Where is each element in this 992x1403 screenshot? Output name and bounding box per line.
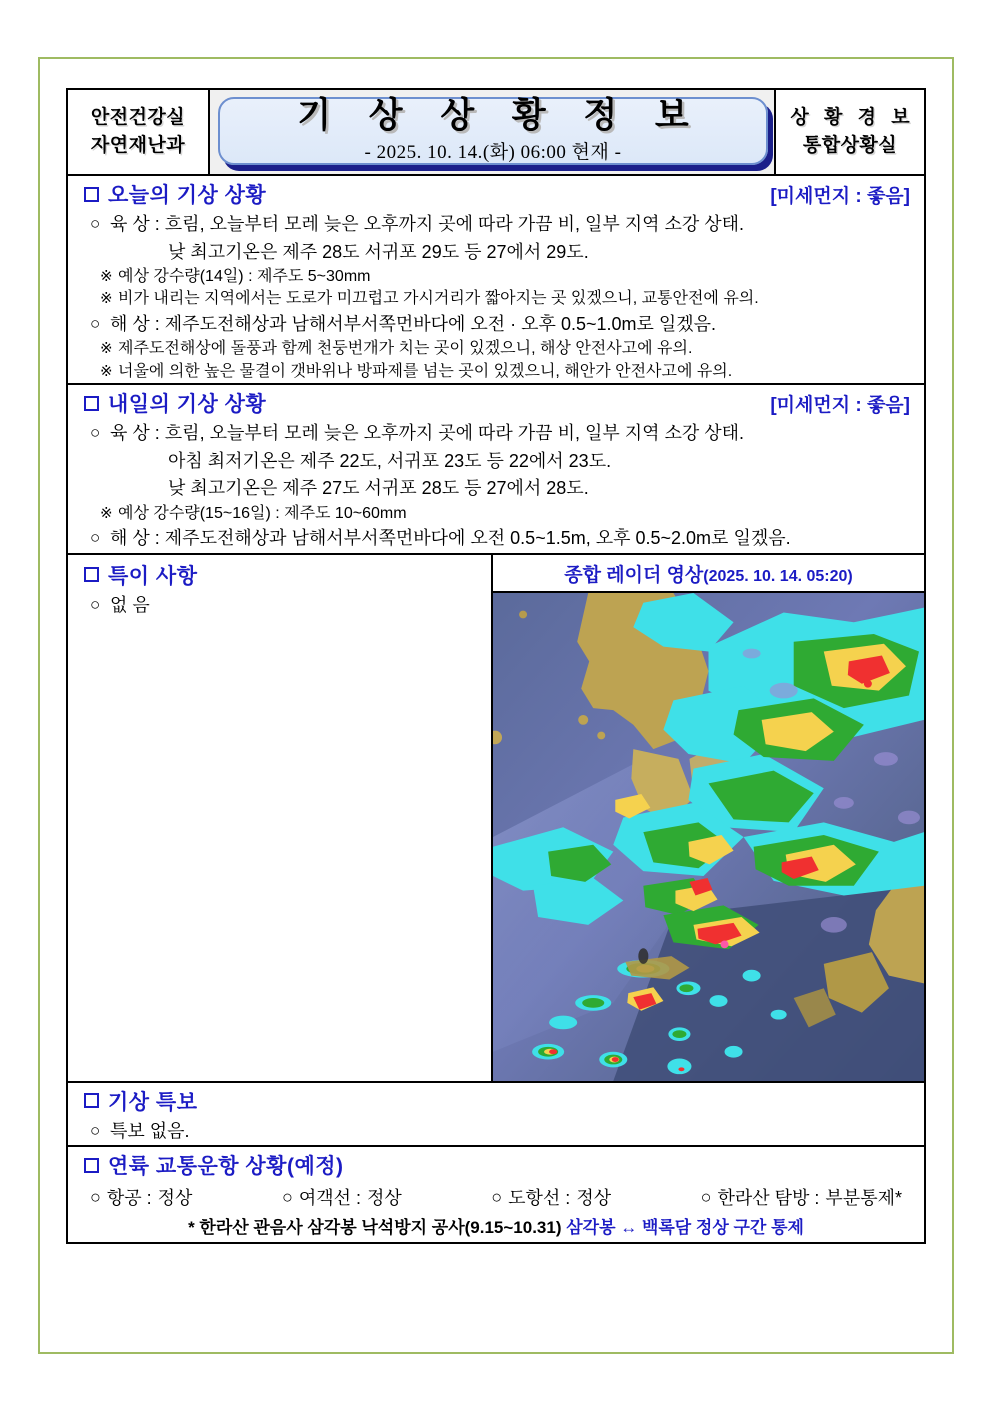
page-subtitle-timestamp: - 2025. 10. 14.(화) 06:00 현재 - (364, 142, 622, 164)
circle-bullet-icon: ○ (90, 528, 101, 548)
section-special-and-radar (68, 555, 924, 1083)
section-transport-status (68, 1147, 924, 1242)
today-land-row (68, 211, 924, 239)
tomorrow-land-line-1: 흐림, 오늘부터 모레 늦은 오후까지 곳에 따라 가끔 비, 일부 지역 소강 상태. (164, 423, 745, 444)
star-bullet-icon: ※ (100, 362, 113, 380)
section-header-special (68, 557, 491, 592)
section-title-alerts-label: 기상 특보 (108, 1090, 198, 1114)
transport-footnote-highlight: 삼각봉 ↔ 백록담 정상 구간 통제 (566, 1218, 804, 1238)
transport-item-island-boat-value: 정상 (576, 1188, 612, 1209)
tomorrow-land-line-2: 아침 최저기온은 제주 22도, 서귀포 23도 등 22에서 23도. (168, 450, 612, 471)
today-land-line-1: 흐림, 오늘부터 모레 늦은 오후까지 곳에 따라 가끔 비, 일부 지역 소강 상태. (164, 214, 745, 234)
transport-item-hallasan-value: 부분통제* (825, 1188, 902, 1209)
circle-bullet-icon: ○ (90, 313, 101, 333)
checkbox-icon (84, 396, 99, 411)
transport-status-row (68, 1182, 924, 1211)
department-line-2: 자연재난과 (90, 135, 186, 156)
header-title-area (210, 88, 774, 176)
today-note-2: 비가 내리는 지역에서는 도로가 미끄럽고 가시거리가 짧아지는 곳 있겠으니, 교통안전에 유의. (118, 290, 759, 308)
circle-bullet-icon: ○ (90, 214, 101, 233)
section-today-weather (68, 176, 924, 385)
section-weather-alerts (68, 1083, 924, 1148)
today-land-label: 육 상 : (110, 214, 160, 234)
today-note-3: 제주도전해상에 돌풍과 함께 천둥번개가 치는 곳이 있겠으니, 해상 안전사고에 유의. (118, 340, 693, 358)
tomorrow-sea-line: 제주도전해상과 남해서부서쪽먼바다에 오전 0.5~1.5m, 오후 0.5~2.0m로 일겠음. (164, 528, 791, 549)
section-title-today (84, 179, 266, 209)
checkbox-icon (84, 187, 99, 202)
today-note-row-2 (68, 288, 924, 310)
circle-bullet-icon: ○ (90, 1186, 101, 1207)
section-title-alerts (84, 1086, 197, 1116)
tomorrow-land-text (110, 421, 914, 447)
tomorrow-sea-text (110, 526, 914, 552)
circle-bullet-icon: ○ (700, 1186, 712, 1207)
radar-composite-image (493, 593, 924, 1081)
today-sea-row (68, 311, 924, 339)
star-bullet-icon: ※ (100, 268, 113, 286)
tomorrow-sea-label: 해 상 : (110, 528, 160, 549)
star-bullet-icon: ※ (100, 290, 113, 308)
today-land-line-2: 낮 최고기온은 제주 28도 서귀포 29도 등 27에서 29도. (168, 241, 589, 262)
tomorrow-land-line-3: 낮 최고기온은 제주 27도 서귀포 28도 등 27에서 28도. (168, 478, 589, 499)
section-title-tomorrow (84, 388, 266, 418)
special-item-1: 없 음 (110, 594, 150, 615)
transport-item-island-boat (491, 1184, 611, 1210)
section-header-tomorrow (68, 385, 924, 420)
circle-bullet-icon: ○ (90, 423, 101, 443)
radar-caption-main: 종합 레이더 영상 (564, 564, 704, 586)
tomorrow-land-row-2 (68, 448, 924, 476)
checkbox-icon (84, 1158, 99, 1173)
tomorrow-sea-row (68, 525, 924, 553)
transport-item-air-value: 정상 (157, 1188, 193, 1209)
today-note-row-4 (68, 361, 924, 383)
today-note-row-3 (68, 338, 924, 360)
section-header-alerts (68, 1083, 924, 1118)
radar-panel (493, 555, 924, 1081)
transport-item-air-label: 항공 : (106, 1188, 152, 1209)
today-sea-label: 해 상 : (110, 313, 160, 334)
situation-room-line-2: 통합상황실 (802, 135, 898, 156)
report-body (66, 176, 926, 1244)
radar-caption (493, 555, 924, 593)
section-title-special-label: 특이 사항 (108, 564, 198, 588)
section-header-transport (68, 1147, 924, 1182)
circle-bullet-icon: ○ (281, 1186, 293, 1207)
header-department-box (66, 88, 210, 176)
transport-item-hallasan (701, 1184, 902, 1210)
transport-item-island-boat-label: 도항선 : (508, 1188, 571, 1209)
transport-item-hallasan-label: 한라산 탐방 : (717, 1188, 820, 1209)
today-note-4: 너울에 의한 높은 물결이 갯바위나 방파제를 넘는 곳이 있겠으니, 해안가 안전사고에 유의. (118, 362, 733, 380)
section-title-transport (84, 1150, 344, 1180)
situation-room-line-1: 상 황 경 보 (790, 107, 915, 129)
checkbox-icon (84, 567, 99, 582)
today-land-text (110, 212, 914, 238)
today-sea-text (110, 312, 914, 338)
today-note-row-1 (68, 266, 924, 288)
section-title-tomorrow-label: 내일의 기상 상황 (108, 393, 267, 417)
circle-bullet-icon: ○ (491, 1186, 503, 1207)
circle-bullet-icon: ○ (90, 594, 101, 614)
section-title-special (84, 560, 197, 590)
title-plate (218, 97, 768, 165)
today-land-row-2 (68, 239, 924, 267)
status-badge-dust-today: [미세먼지 : 좋음] (770, 185, 910, 207)
today-note-1: 예상 강수량(14일) : 제주도 5~30mm (118, 268, 371, 286)
transport-item-ferry-value: 정상 (366, 1188, 402, 1209)
alerts-item-1: 특보 없음. (110, 1120, 190, 1141)
special-item-row (68, 592, 491, 620)
radar-caption-time: (2025. 10. 14. 05:20) (703, 567, 853, 585)
radar-image-svg (493, 593, 924, 1081)
tomorrow-land-label: 육 상 : (110, 423, 160, 444)
transport-footnote (68, 1211, 924, 1242)
star-bullet-icon: ※ (100, 340, 113, 358)
department-line-1: 안전건강실 (90, 107, 186, 129)
tomorrow-note-1: 예상 강수량(15~16일) : 제주도 10~60mm (118, 504, 407, 522)
tomorrow-note-row-1 (68, 503, 924, 525)
tomorrow-land-row-3 (68, 475, 924, 503)
header-situation-room-box (774, 88, 926, 176)
section-header-today (68, 176, 924, 211)
transport-item-ferry-label: 여객선 : (298, 1188, 361, 1209)
section-tomorrow-weather (68, 385, 924, 555)
page-title: 기 상 상 황 정 보 (297, 95, 703, 135)
alerts-item-row (68, 1118, 924, 1146)
section-title-today-label: 오늘의 기상 상황 (108, 184, 267, 207)
today-sea-line: 제주도전해상과 남해서부서쪽먼바다에 오전 · 오후 0.5~1.0m로 일겠음. (164, 313, 717, 334)
section-special-notes (68, 555, 493, 1081)
section-title-transport-label: 연륙 교통운항 상황(예정) (108, 1155, 344, 1179)
star-bullet-icon: ※ (100, 504, 113, 522)
circle-bullet-icon: ○ (90, 1120, 101, 1140)
transport-item-air (90, 1184, 192, 1210)
document-header (66, 88, 926, 176)
transport-item-ferry (282, 1184, 402, 1210)
transport-footnote-prefix: * 한라산 관음사 삼각봉 낙석방지 공사(9.15~10.31) (188, 1218, 567, 1238)
status-badge-dust-tomorrow: [미세먼지 : 좋음] (770, 394, 910, 416)
tomorrow-land-row (68, 420, 924, 448)
checkbox-icon (84, 1093, 99, 1108)
report-sheet (66, 88, 926, 1325)
